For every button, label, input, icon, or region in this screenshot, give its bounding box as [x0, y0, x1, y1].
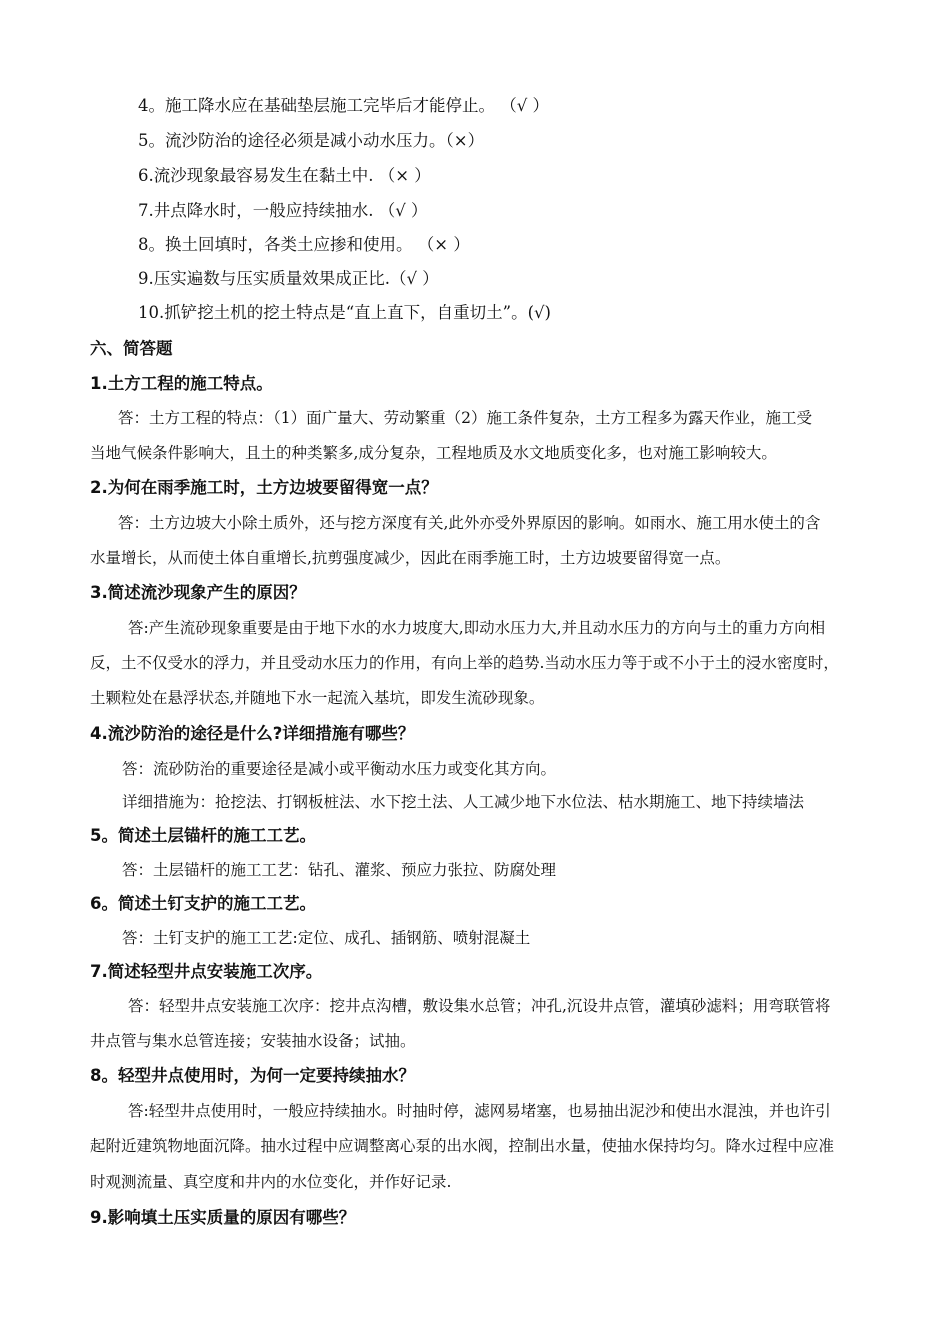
tf-item-9: 9.压实遍数与压实质量效果成正比.（√ ）	[138, 269, 439, 288]
question-title-2: 2.为何在雨季施工时，土方边坡要留得宽一点？	[90, 478, 438, 497]
tf-item-10: 10.抓铲挖土机的挖土特点是“直上直下，自重切土”。(√)	[138, 303, 551, 322]
tf-item-4: 4。施工降水应在基础垫层施工完毕后才能停止。 （√ ）	[138, 96, 550, 115]
question-title-1: 1.土方工程的施工特点。	[90, 374, 273, 393]
tf-item-8: 8。换土回填时，各类土应掺和使用。 （× ）	[138, 235, 470, 254]
answer-line: 答:轻型井点使用时，一般应持续抽水。时抽时停，滤网易堵塞，也易抽出泥沙和使出水混浊，并也许引	[128, 1102, 831, 1120]
tf-item-6: 6.流沙现象最容易发生在黏土中. （× ）	[138, 166, 431, 185]
tf-item-7: 7.井点降水时，一般应持续抽水. （√ ）	[138, 201, 428, 220]
answer-line: 答:产生流砂现象重要是由于地下水的水力坡度大,即动水压力大,并且动水压力的方向与土的重力方向相	[128, 619, 826, 637]
answer-line: 反，土不仅受水的浮力，并且受动水压力的作用，有向上举的趋势.当动水压力等于或不小于土的浸水密度时，	[90, 654, 839, 672]
section-title: 六、简答题	[90, 339, 173, 358]
question-title-5: 5。简述土层锚杆的施工工艺。	[90, 826, 316, 845]
question-title-3: 3.简述流沙现象产生的原因？	[90, 583, 306, 602]
answer-line: 土颗粒处在悬浮状态,并随地下水一起流入基坑，即发生流砂现象。	[90, 689, 545, 707]
answer-line: 答：土方工程的特点：（1）面广量大、劳动繁重（2）施工条件复杂，土方工程多为露天作业，施工受	[118, 409, 812, 427]
question-title-9: 9.影响填土压实质量的原因有哪些？	[90, 1208, 356, 1227]
question-title-6: 6。简述土钉支护的施工工艺。	[90, 894, 316, 913]
answer-line: 详细措施为：抢挖法、打钢板桩法、水下挖土法、人工减少地下水位法、枯水期施工、地下持续墙法	[122, 793, 805, 811]
answer-line: 起附近建筑物地面沉降。抽水过程中应调整离心泵的出水阀，控制出水量，使抽水保持均匀。降水过程中应准	[90, 1137, 835, 1155]
answer-line: 答：土层锚杆的施工工艺：钻孔、灌浆、预应力张拉、防腐处理	[122, 861, 557, 879]
answer-line: 水量增长，从而使土体自重增长,抗剪强度减少，因此在雨季施工时，土方边坡要留得宽一点。	[90, 549, 731, 567]
question-title-7: 7.简述轻型井点安装施工次序。	[90, 962, 323, 981]
question-title-4: 4.流沙防治的途径是什么?详细措施有哪些？	[90, 724, 415, 743]
answer-line: 井点管与集水总管连接；安装抽水设备；试抽。	[90, 1032, 416, 1050]
answer-line: 答：土方边坡大小除土质外，还与挖方深度有关,此外亦受外界原因的影响。如雨水、施工用水使土的含	[118, 514, 821, 532]
answer-line: 当地气候条件影响大，且土的种类繁多,成分复杂，工程地质及水文地质变化多，也对施工影响较大。	[90, 444, 777, 462]
answer-line: 答：流砂防治的重要途径是减小或平衡动水压力或变化其方向。	[122, 760, 557, 778]
question-title-8: 8。轻型井点使用时，为何一定要持续抽水？	[90, 1066, 415, 1085]
answer-line: 答：轻型井点安装施工次序：挖井点沟槽，敷设集水总管；冲孔,沉设井点管，灌填砂滤料；用弯联管将	[128, 997, 831, 1015]
answer-line: 时观测流量、真空度和井内的水位变化，并作好记录.	[90, 1173, 452, 1191]
answer-line: 答：土钉支护的施工工艺:定位、成孔、插钢筋、喷射混凝土	[122, 929, 531, 947]
tf-item-5: 5。流沙防治的途径必须是减小动水压力。（×）	[138, 131, 485, 150]
